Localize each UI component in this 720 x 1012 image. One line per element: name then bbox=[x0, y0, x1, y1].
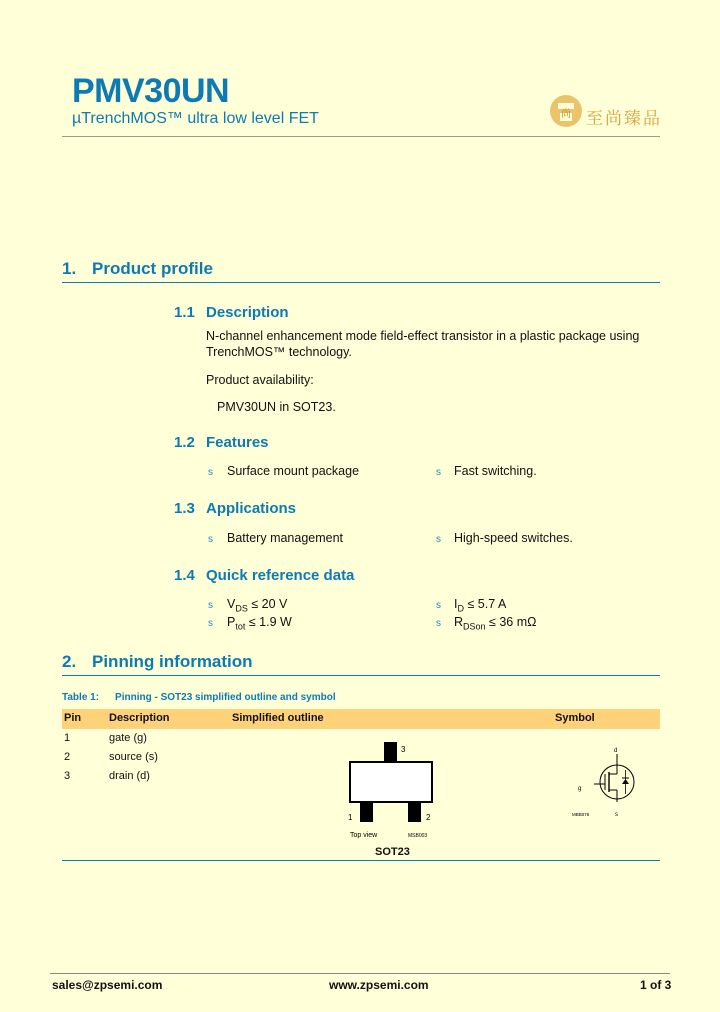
feature-item: Surface mount package bbox=[227, 464, 360, 478]
description-line-2: TrenchMOS™ technology. bbox=[206, 345, 352, 359]
bullet-icon: s bbox=[208, 467, 213, 478]
outline-pin1: 1 bbox=[348, 813, 353, 822]
spec-ptot: $P_{tot} \le 1.9$ W bbox=[227, 615, 292, 632]
description-line-1: N-channel enhancement mode field-effect transistor in a plastic package using bbox=[206, 329, 640, 343]
section-1-number: 1. bbox=[62, 259, 77, 278]
logo-text: 至尚臻品 bbox=[586, 109, 662, 129]
subsection-1-4-number: 1.4 bbox=[174, 567, 195, 584]
table-bottom-border bbox=[62, 860, 660, 861]
availability-label: Product availability: bbox=[206, 373, 314, 387]
symbol-source-label: s bbox=[615, 812, 618, 818]
table-row-desc: source (s) bbox=[109, 751, 158, 763]
subsection-1-3-title: Applications bbox=[206, 500, 297, 517]
table-row-desc: gate (g) bbox=[109, 732, 147, 744]
symbol-gate-label: g bbox=[578, 786, 582, 792]
document-subtitle: µTrenchMOS™ ultra low level FET bbox=[72, 110, 319, 127]
footer-website[interactable]: www.zpsemi.com bbox=[329, 978, 429, 992]
application-item: Battery management bbox=[227, 531, 344, 545]
subsection-1-2-number: 1.2 bbox=[174, 434, 195, 451]
spec-rdson: $R_{DSon} \le 36$ mΩ bbox=[454, 615, 537, 632]
symbol-drain-label: d bbox=[614, 748, 618, 754]
symbol-code: MBB076 bbox=[572, 812, 590, 817]
outline-package-label: SOT23 bbox=[375, 846, 410, 858]
table-caption: Table 1: Pinning - SOT23 simplified outline and symbol bbox=[62, 692, 336, 703]
section-2-number: 2. bbox=[62, 652, 77, 671]
document-title: PMV30UN bbox=[72, 72, 230, 110]
spec-vds: $V_{DS} \le 20$ V bbox=[227, 597, 288, 614]
footer-email[interactable]: sales@zpsemi.com bbox=[52, 978, 163, 992]
subsection-1-1-title: Description bbox=[206, 304, 289, 321]
section-1-divider bbox=[62, 282, 660, 283]
section-2-divider bbox=[62, 675, 660, 676]
table-row-pin: 2 bbox=[64, 751, 71, 763]
bullet-icon: s bbox=[208, 618, 213, 629]
table-header-pin: Pin bbox=[64, 712, 82, 724]
availability-value: PMV30UN in SOT23. bbox=[217, 400, 336, 414]
logo-mark: 尚 bbox=[561, 109, 571, 120]
bullet-icon: s bbox=[436, 618, 441, 629]
spec-id: $I_D \le 5.7$ A bbox=[454, 597, 507, 614]
outline-code: MSB003 bbox=[408, 833, 428, 839]
sot23-outline-drawing bbox=[340, 738, 450, 842]
subsection-1-3-number: 1.3 bbox=[174, 500, 195, 517]
table-header-description: Description bbox=[109, 712, 170, 724]
outline-topview: Top view bbox=[350, 832, 378, 839]
subsection-1-4-title: Quick reference data bbox=[206, 567, 355, 584]
outline-pin3: 3 bbox=[401, 745, 406, 754]
section-2-title: Pinning information bbox=[92, 652, 253, 671]
bullet-icon: s bbox=[208, 600, 213, 611]
bullet-icon: s bbox=[436, 600, 441, 611]
header-divider bbox=[62, 136, 660, 137]
bullet-icon: s bbox=[208, 534, 213, 545]
section-1-title: Product profile bbox=[92, 259, 213, 278]
table-header-outline: Simplified outline bbox=[232, 712, 324, 724]
table-header-symbol: Symbol bbox=[555, 712, 595, 724]
footer-divider bbox=[50, 973, 670, 974]
table-row-pin: 1 bbox=[64, 732, 71, 744]
table-row-desc: drain (d) bbox=[109, 770, 150, 782]
mosfet-symbol-icon bbox=[572, 744, 644, 820]
subsection-1-1-number: 1.1 bbox=[174, 304, 195, 321]
bullet-icon: s bbox=[436, 467, 441, 478]
bullet-icon: s bbox=[436, 534, 441, 545]
application-item: High-speed switches. bbox=[454, 531, 573, 545]
subsection-1-2-title: Features bbox=[206, 434, 269, 451]
feature-item: Fast switching. bbox=[454, 464, 537, 478]
table-row-pin: 3 bbox=[64, 770, 71, 782]
outline-pin2: 2 bbox=[426, 813, 431, 822]
footer-page-number: 1 of 3 bbox=[640, 978, 672, 992]
